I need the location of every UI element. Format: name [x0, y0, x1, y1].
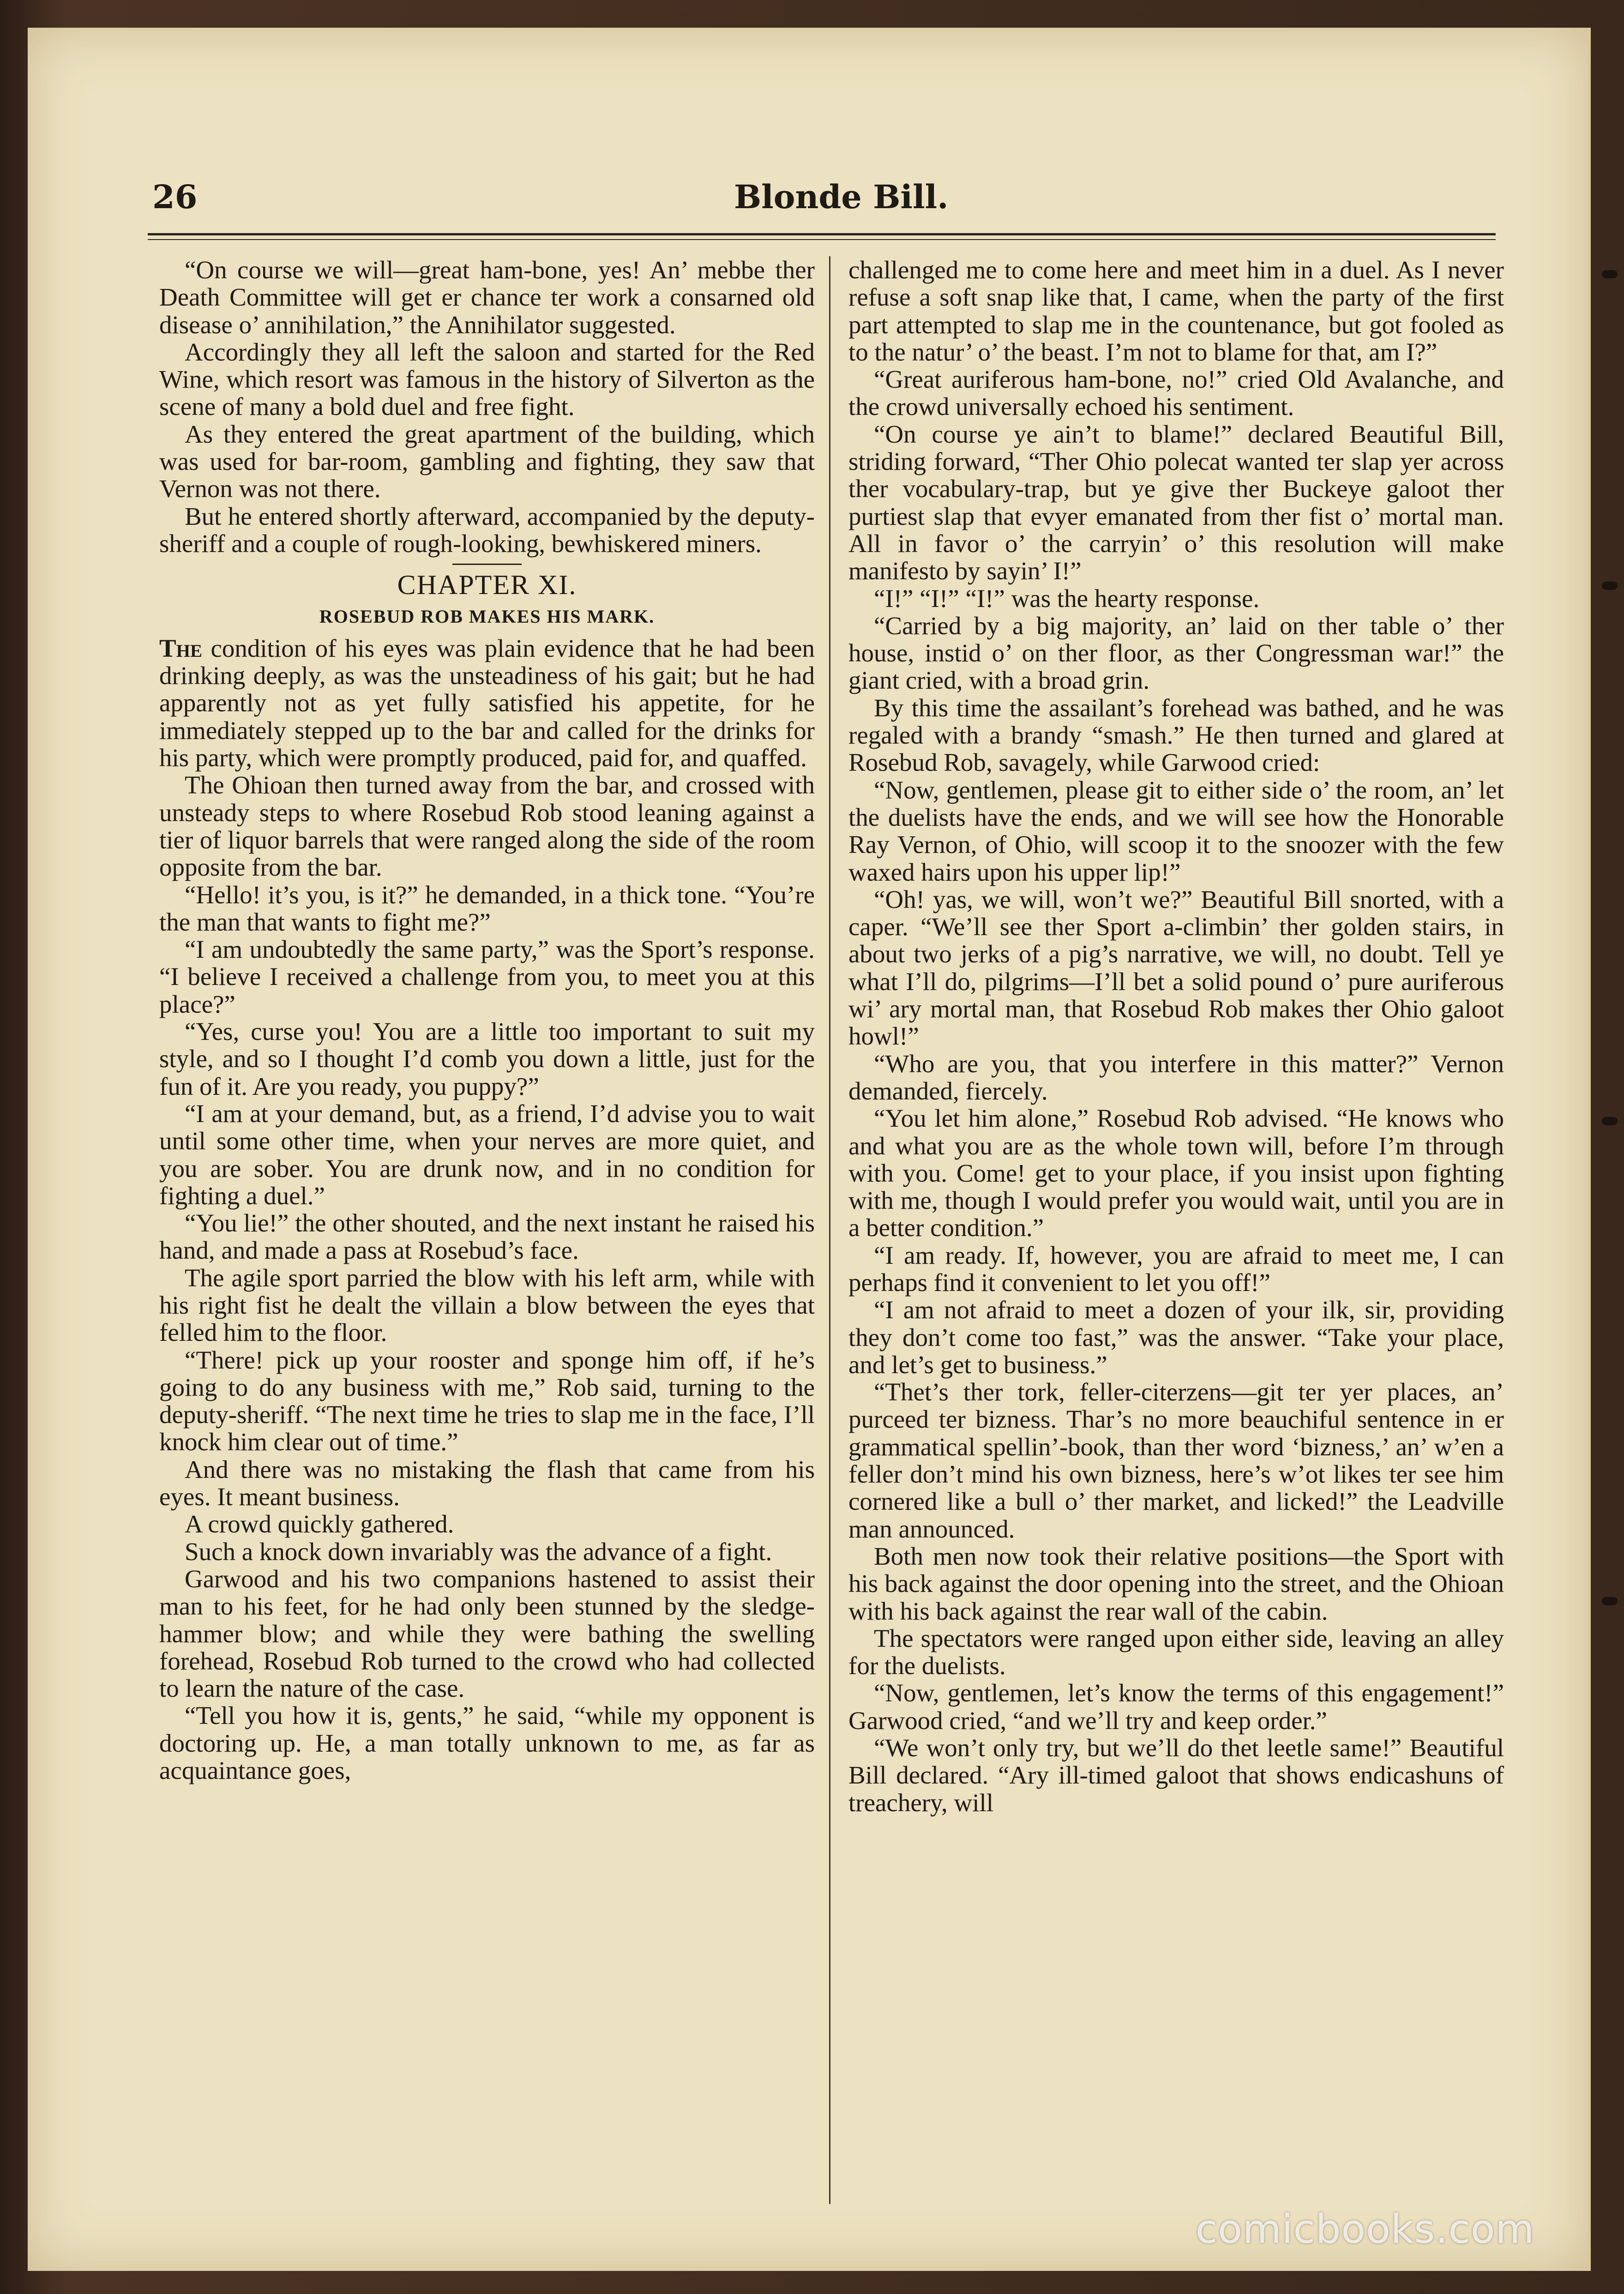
binding-mark [1602, 1597, 1618, 1605]
paragraph: “Who are you, that you interfere in this matter?” Vernon demanded, fiercely. [848, 1049, 1504, 1105]
paragraph: “I am undoubtedly the same party,” was the Sport’s response. “I believe I received a challenge from you, to meet you at this place?” [159, 935, 815, 1018]
paragraph: Accordingly they all left the saloon and started for the Red Wine, which resort was famous in the history of Silverton as the scene of many a bold duel and free fight. [159, 337, 815, 421]
column-divider [829, 256, 830, 2204]
page-header [148, 178, 1496, 228]
paragraph: “On course ye ain’t to blame!” declared Beautiful Bill, striding forward, “Ther Ohio polecat wanted ter slap yer across ther vocabulary-trap, but ye give ther Buckeye galoot ther purtiest slap that evyer emanated from ther fist o’ mortal man. All in favor o’ the carryin’ o’ this resolution will make manifesto by sayin’ I!” [848, 420, 1504, 585]
paragraph: Garwood and his two companions hastened to assist their man to his feet, for he had only been stunned by the sledge-hammer blow; and while they were bathing the swelling forehead, Rosebud Rob turned to the crowd who had collected to learn the nature of the case. [159, 1564, 815, 1703]
chapter-subtitle: ROSEBUD ROB MAKES HIS MARK. [319, 606, 655, 627]
chapter-rule [452, 564, 522, 565]
paragraph: “Carried by a big majority, an’ laid on ther table o’ ther house, instid o’ on ther floor, as ther Congressman war!” the giant cried, with a broad grin. [848, 611, 1504, 695]
paragraph: But he entered shortly afterward, accompanied by the deputy-sheriff and a couple of rough-looking, bewhiskered miners. [159, 502, 815, 558]
paragraph: “We won’t only try, but we’ll do thet leetle same!” Beautiful Bill declared. “Ary ill-timed galoot that shows endicashuns of treachery, will [848, 1734, 1504, 1817]
paragraph: “Tell you how it is, gents,” he said, “while my opponent is doctoring up. He, a man totally unknown to me, as far as acquaintance goes, [159, 1701, 815, 1785]
binding-mark [1602, 582, 1618, 590]
running-title: Blonde Bill. [734, 178, 949, 216]
paragraph: “Hello! it’s you, is it?” he demanded, in a thick tone. “You’re the man that wants to fight me?” [159, 880, 815, 936]
paragraph: Both men now took their relative positions—the Sport with his back against the door opening into the street, and the Ohioan with his back against the rear wall of the cabin. [848, 1542, 1504, 1625]
paragraph: The Ohioan then turned away from the bar, and crossed with unsteady steps to where Rosebud Rob stood leaning against a tier of liquor barrels that were ranged along the side of the room opposite from the bar. [159, 771, 815, 882]
paragraph: By this time the assailant’s forehead was bathed, and he was regaled with a brandy “smash.” He then turned and glared at Rosebud Rob, savagely, while Garwood cried: [848, 693, 1504, 777]
paragraph: “I!” “I!” “I!” was the hearty response. [874, 584, 1260, 613]
paragraph: A crowd quickly gathered. [185, 1510, 454, 1538]
paragraph: As they entered the great apartment of the building, which was used for bar-room, gambling and fighting, they saw that Vernon was not there. [159, 420, 815, 503]
paragraph: “Oh! yas, we will, won’t we?” Beautiful Bill snorted, with a caper. “We’ll see ther Sport a-climbin’ ther golden stairs, in about two jerks of a pig’s narrative, we will, no doubt. Tell ye what I’ll do, pilgrims—I’ll bet a solid pound o’ pure auriferous wi’ ary mortal man, that Rosebud Rob makes ther Ohio galoot howl!” [848, 885, 1504, 1051]
paragraph: The spectators were ranged upon either side, leaving an alley for the duelists. [848, 1624, 1504, 1680]
chapter-opening-text: condition of his eyes was plain evidence that he had been drinking deeply, as was the unsteadiness of his gait; but he had apparently not as yet fully satisfied his appetite, for he immediately stepped up to the bar and called for the drinks for his party, which were promptly produced, paid for, and quaffed. [159, 634, 815, 772]
binding-mark [1602, 270, 1618, 278]
chapter-opening-paragraph [159, 635, 815, 771]
paragraph: “You let him alone,” Rosebud Rob advised. “He knows who and what you are as the whole town will, before I’m through with you. Come! get to your place, if you insist upon fighting with me, though I would prefer you would wait, until you are in a better condition.” [848, 1104, 1504, 1242]
right-column [848, 256, 1504, 2209]
paragraph: And there was no mistaking the flash that came from his eyes. It meant business. [159, 1455, 815, 1511]
paragraph: “I am ready. If, however, you are afraid to meet me, I can perhaps find it convenient to let you off!” [848, 1241, 1504, 1297]
header-rule [148, 239, 1496, 240]
binding-mark [1602, 1117, 1618, 1125]
paragraph: “Now, gentlemen, please git to either side o’ the room, an’ let the duelists have the ends, and we will see how the Honorable Ray Vernon, of Ohio, will scoop it to the snoozer with the few waxed hairs upon his upper lip!” [848, 775, 1504, 886]
paragraph: “Yes, curse you! You are a little too important to suit my style, and so I thought I’d comb you down a little, just for the fun of it. Are you ready, you puppy?” [159, 1017, 815, 1100]
paragraph: “There! pick up your rooster and sponge him off, if he’s going to do any business with me,” Rob said, turning to the deputy-sheriff. “The next time he tries to slap me in the face, I’ll knock him clear out of time.” [159, 1345, 815, 1456]
paragraph: “Thet’s ther tork, feller-citerzens—git ter yer places, an’ purceed ter bizness. Thar’s no more beauchiful sentence in er grammatical spellin’-book, than ther word ‘bizness,’ an’ w’en a feller don’t mind his own bizness, here’s w’ot likes ter see him cornered like a bull o’ ther market, and licked!” the Leadville man announced. [848, 1378, 1504, 1543]
paragraph: “I am not afraid to meet a dozen of your ilk, sir, providing they don’t come too fast,” was the answer. “Take your place, and let’s get to business.” [848, 1296, 1504, 1379]
paragraph: “Now, gentlemen, let’s know the terms of this engagement!” Garwood cried, “and we’ll try and keep order.” [848, 1679, 1504, 1735]
left-column [159, 256, 815, 2209]
paragraph: “On course we will—great ham-bone, yes! An’ mebbe ther Death Committee will get er chance ter work a consarned old disease o’ annihilation,” the Annihilator suggested. [159, 256, 815, 339]
chapter-first-word: The [159, 634, 203, 662]
paragraph: Such a knock down invariably was the advance of a fight. [185, 1537, 772, 1566]
page-number: 26 [152, 178, 198, 216]
paragraph: “Great auriferous ham-bone, no!” cried Old Avalanche, and the crowd universally echoed his sentiment. [848, 365, 1504, 421]
header-rule [148, 233, 1496, 235]
continued-paragraph: challenged me to come here and meet him in a duel. As I never refuse a soft snap like that, I came, when the party of the first part attempted to slap me in the countenance, but got fooled as to the natur’ o’ the beast. I’m not to blame for that, am I?” [848, 256, 1504, 366]
paragraph: “You lie!” the other shouted, and the next instant he raised his hand, and made a pass at Rosebud’s face. [159, 1209, 815, 1265]
paragraph: The agile sport parried the blow with his left arm, while with his right fist he dealt the villain a blow between the eyes that felled him to the floor. [159, 1263, 815, 1347]
watermark: comicbooks.com [1196, 2206, 1535, 2252]
chapter-title: CHAPTER XI. [397, 570, 577, 601]
paragraph: “I am at your demand, but, as a friend, I’d advise you to wait until some other time, when your nerves are more quiet, and you are sober. You are drunk now, and in no condition for fighting a duel.” [159, 1099, 815, 1210]
